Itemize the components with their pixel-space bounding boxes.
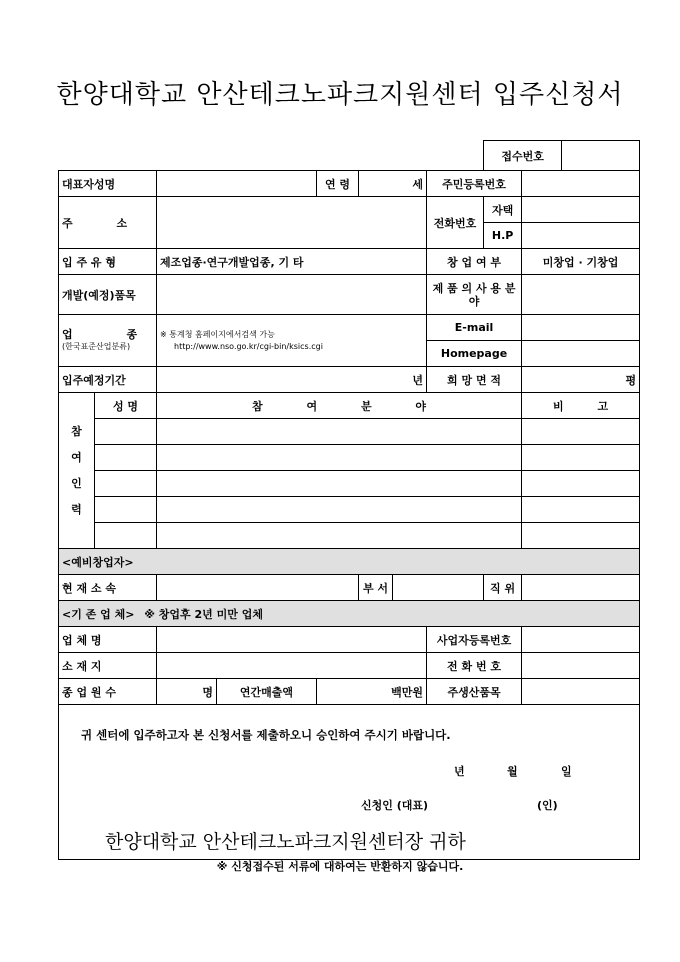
rep-name-field[interactable] — [157, 171, 317, 197]
addressee: 한양대학교 안산테크노파크지원센터장 귀하 — [105, 831, 466, 853]
closing-area — [59, 705, 640, 860]
participant-note[interactable] — [522, 419, 640, 445]
closing-statement: 귀 센터에 입주하고자 본 신청서를 제출하오니 승인하여 주시기 바랍니다. — [81, 728, 451, 742]
product-use-field[interactable] — [522, 275, 640, 315]
homepage-field[interactable] — [522, 341, 640, 367]
date-month: 월 — [507, 765, 518, 778]
mobile-label: H.P — [484, 223, 522, 249]
annual-sales-label: 연간매출액 — [217, 679, 317, 705]
participant-note[interactable] — [522, 523, 640, 549]
dev-item-label: 개발(예정)품목 — [59, 275, 157, 315]
participant-note[interactable] — [522, 445, 640, 471]
location-label: 소 재 지 — [59, 653, 157, 679]
participant-name[interactable] — [95, 471, 157, 497]
participant-name[interactable] — [95, 523, 157, 549]
industry-url[interactable]: http://www.nso.go.kr/cgi-bin/ksics.cgi — [174, 341, 323, 351]
department-label: 부 서 — [359, 575, 393, 601]
participant-name[interactable] — [95, 445, 157, 471]
address-field[interactable] — [157, 197, 427, 249]
department-field[interactable] — [393, 575, 484, 601]
participants-side-label: 참여인력 — [71, 424, 82, 516]
employees-field[interactable] — [157, 679, 217, 705]
date-year: 년 — [454, 765, 465, 778]
receipt-number-field[interactable] — [562, 141, 640, 171]
residency-type-value[interactable]: 제조업종·연구개발업종, 기 타 — [157, 249, 427, 275]
participants-note-header: 비 고 — [522, 393, 640, 419]
area-unit: 평 — [625, 373, 637, 387]
footer-note: ※ 신청접수된 서류에 대하여는 반환하지 않습니다. — [216, 860, 464, 873]
address-label: 주 소 — [59, 197, 157, 249]
resident-number-label: 주민등록번호 — [427, 171, 522, 197]
participant-field[interactable] — [157, 523, 522, 549]
receipt-number-label: 접수번호 — [484, 141, 562, 171]
company-phone-label: 전 화 번 호 — [427, 653, 522, 679]
age-unit: 세 — [412, 177, 423, 191]
home-phone-field[interactable] — [522, 197, 640, 223]
residency-type-label: 입 주 유 형 — [59, 249, 157, 275]
business-number-field[interactable] — [522, 627, 640, 653]
industry-label: 업 종 — [62, 328, 138, 341]
mobile-field[interactable] — [522, 223, 640, 249]
participant-name[interactable] — [95, 497, 157, 523]
prestartup-header: <예비창업자> — [59, 549, 640, 575]
company-name-label: 업 체 명 — [59, 627, 157, 653]
email-field[interactable] — [522, 315, 640, 341]
current-affiliation-field[interactable] — [157, 575, 359, 601]
main-product-label: 주생산품목 — [427, 679, 522, 705]
industry-note: ※ 통계청 홈페이지에서검색 가능 — [160, 329, 275, 339]
participant-field[interactable] — [157, 471, 522, 497]
startup-status-value[interactable]: 미창업 · 기창업 — [522, 249, 640, 275]
main-product-field[interactable] — [522, 679, 640, 705]
annual-sales-unit: 백만원 — [391, 685, 423, 699]
company-phone-field[interactable] — [522, 653, 640, 679]
homepage-label: Homepage — [427, 341, 522, 367]
application-form-table — [58, 140, 640, 860]
resident-number-field[interactable] — [522, 171, 640, 197]
date-day: 일 — [561, 765, 572, 778]
company-name-field[interactable] — [157, 627, 427, 653]
participant-note[interactable] — [522, 497, 640, 523]
current-affiliation-label: 현 재 소 속 — [59, 575, 157, 601]
startup-status-label: 창 업 여 부 — [427, 249, 522, 275]
period-year-unit: 년 — [412, 373, 423, 387]
employees-label: 종 업 원 수 — [59, 679, 157, 705]
business-number-label: 사업자등록번호 — [427, 627, 522, 653]
industry-sublabel: (한국표준산업분류) — [62, 342, 131, 351]
area-label: 희 망 면 적 — [427, 367, 522, 393]
existing-company-note: ※ 창업후 2년 미만 업체 — [144, 607, 263, 621]
annual-sales-field[interactable] — [317, 679, 427, 705]
dev-item-field[interactable] — [157, 275, 427, 315]
participant-note[interactable] — [522, 471, 640, 497]
applicant-label: 신청인 (대표) — [361, 799, 429, 812]
participant-field[interactable] — [157, 497, 522, 523]
age-label: 연 령 — [317, 171, 359, 197]
participant-name[interactable] — [95, 419, 157, 445]
employees-unit: 명 — [202, 685, 213, 699]
seal-label: (인) — [537, 799, 558, 812]
location-field[interactable] — [157, 653, 427, 679]
area-field[interactable] — [522, 367, 640, 393]
position-field[interactable] — [522, 575, 640, 601]
product-use-label: 제 품 의 사 용 분 야 — [427, 275, 522, 315]
rep-name-label: 대표자성명 — [59, 171, 157, 197]
participants-field-header: 참 여 분 야 — [157, 393, 522, 419]
participant-field[interactable] — [157, 419, 522, 445]
position-label: 직 위 — [484, 575, 522, 601]
period-label: 입주예정기간 — [59, 367, 157, 393]
email-label: E-mail — [427, 315, 522, 341]
phone-label: 전화번호 — [427, 197, 484, 249]
participant-field[interactable] — [157, 445, 522, 471]
form-title: 한양대학교 안산테크노파크지원센터 입주신청서 — [56, 80, 624, 110]
home-phone-label: 자택 — [484, 197, 522, 223]
existing-company-header: <기 존 업 체> — [62, 607, 135, 621]
participants-name-header: 성 명 — [95, 393, 157, 419]
age-field[interactable] — [359, 171, 427, 197]
period-field[interactable] — [157, 367, 427, 393]
